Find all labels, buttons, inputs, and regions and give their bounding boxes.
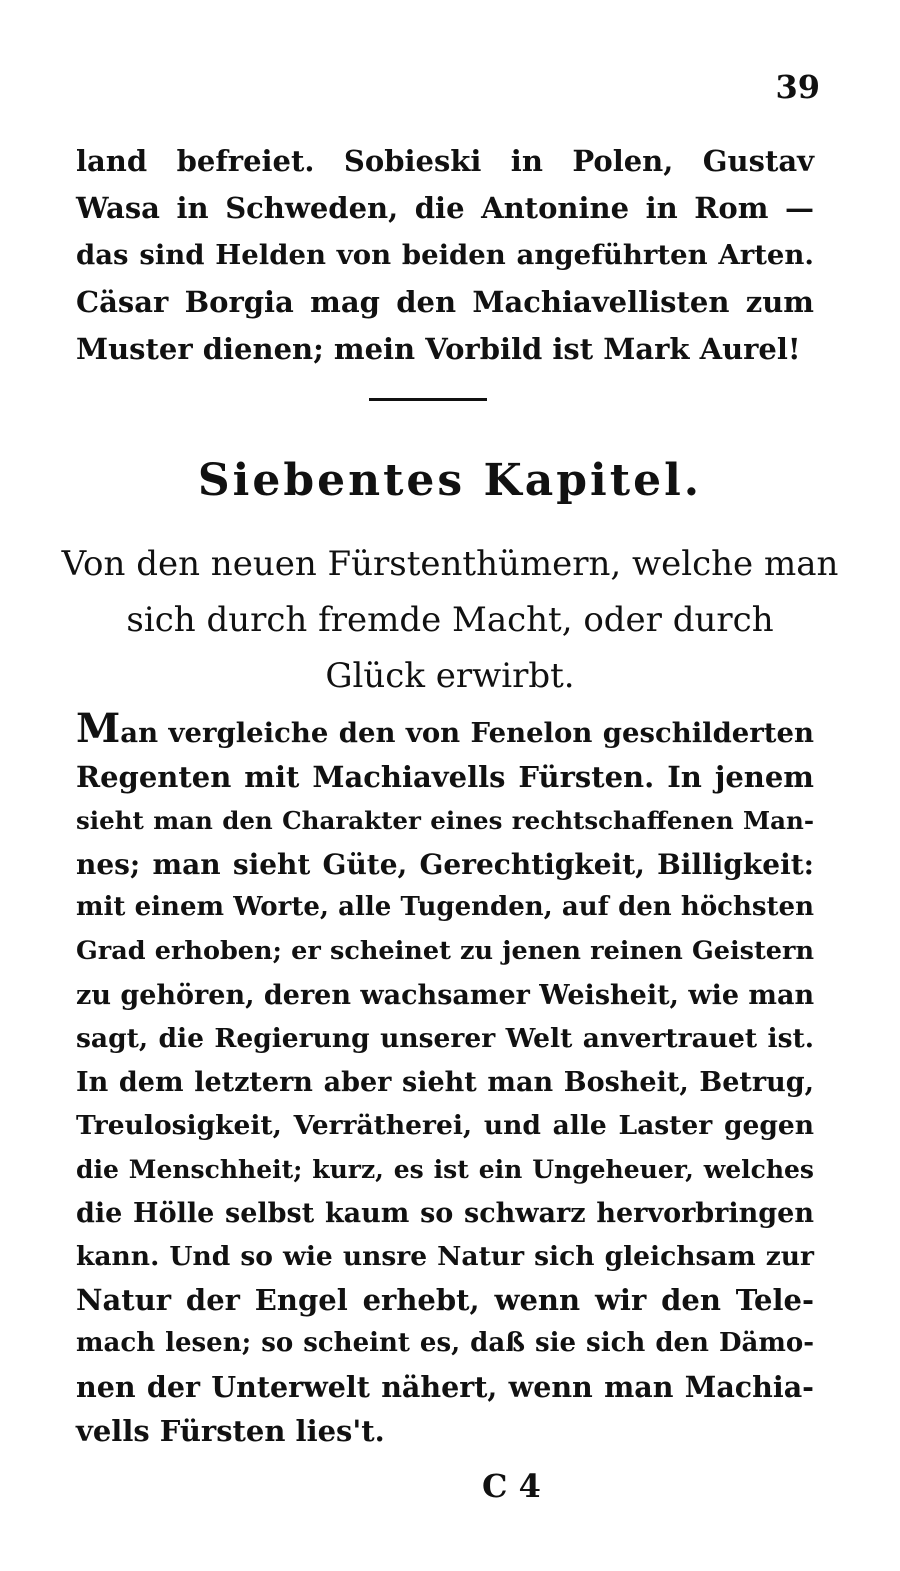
text-line: Muster dienen; mein Vorbild ist Mark Aurel! xyxy=(76,332,801,366)
text-line: mit einem Worte, alle Tugenden, auf den höchsten xyxy=(76,892,814,923)
subtitle-line: Von den neuen Fürstenthümern, welche man xyxy=(61,544,839,584)
section-divider xyxy=(369,398,487,401)
subtitle-line: sich durch fremde Macht, oder durch xyxy=(126,600,774,640)
text-line: sieht man den Charakter eines rechtschaffenen Man- xyxy=(76,806,814,836)
first-line-text: an vergleiche den von Fenelon geschilderten xyxy=(120,717,814,749)
text-line: die Hölle selbst kaum so schwarz hervorbringen xyxy=(76,1197,814,1229)
text-line: Wasa in Schweden, die Antonine in Rom — xyxy=(76,191,814,225)
text-line: nen der Unterwelt nähert, wenn man Machia- xyxy=(76,1369,814,1404)
text-line-first xyxy=(76,705,814,756)
page-number: 39 xyxy=(775,68,820,106)
text-line: Regenten mit Machiavells Fürsten. In jenem xyxy=(76,759,814,794)
text-line: Cäsar Borgia mag den Machiavellisten zum xyxy=(76,285,814,319)
text-line: mach lesen; so scheint es, daß sie sich den Dämo- xyxy=(76,1328,814,1359)
text-line: sagt, die Regierung unserer Welt anvertrauet ist. xyxy=(76,1023,814,1055)
initial-letter: M xyxy=(76,705,121,752)
intro-paragraph xyxy=(76,138,814,373)
text-line: Natur der Engel erhebt, wenn wir den Tele- xyxy=(76,1282,814,1317)
text-line: das sind Helden von beiden angeführten Arten. xyxy=(76,239,814,271)
text-line: In dem letztern aber sieht man Bosheit, Betrug, xyxy=(76,1066,814,1098)
text-line: die Menschheit; kurz, es ist ein Ungeheuer, welches xyxy=(76,1154,814,1184)
body-paragraph xyxy=(76,705,815,1453)
chapter-title: Siebentes Kapitel. xyxy=(197,455,703,506)
chapter-subtitle xyxy=(60,536,840,704)
text-line: nes; man sieht Güte, Gerechtigkeit, Billigkeit: xyxy=(76,847,814,881)
text-line: Treulosigkeit, Verrätherei, und alle Laster gegen xyxy=(76,1110,814,1142)
text-line: zu gehören, deren wachsamer Weisheit, wie man xyxy=(76,979,815,1011)
text-line: kann. Und so wie unsre Natur sich gleichsam zur xyxy=(76,1241,814,1273)
subtitle-line: Glück erwirbt. xyxy=(325,656,575,696)
text-line: vells Fürsten lies't. xyxy=(76,1413,385,1448)
signature-mark: C 4 xyxy=(482,1467,541,1505)
text-line: Grad erhoben; er scheinet zu jenen reinen Geistern xyxy=(76,935,814,966)
text-line: land befreiet. Sobieski in Polen, Gustav xyxy=(76,144,814,178)
